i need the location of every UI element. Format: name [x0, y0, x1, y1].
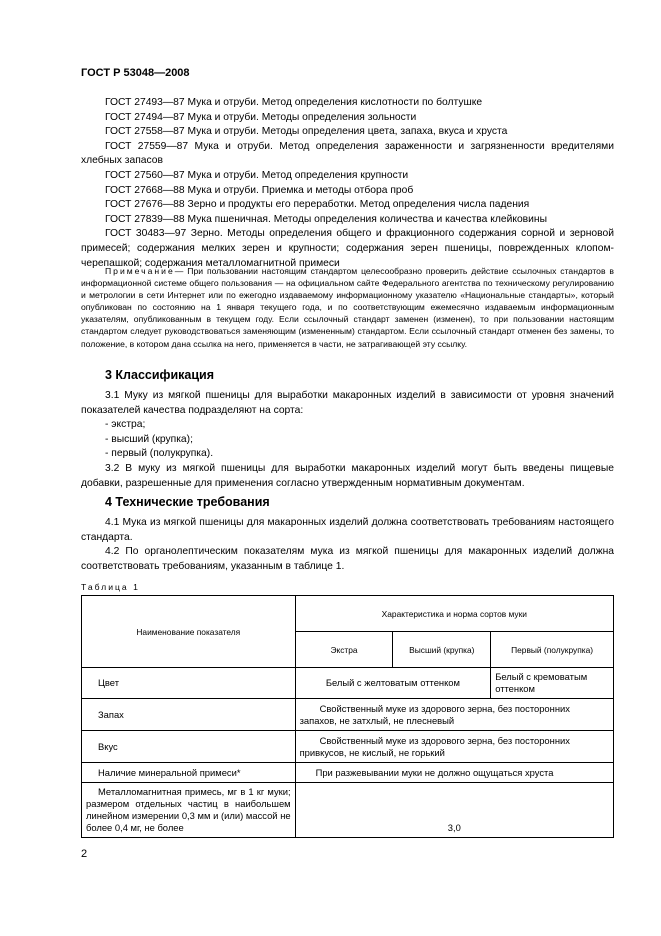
mineral-value: При разжевывании муки не должно ощущаться хруста [295, 763, 613, 783]
table-row [82, 783, 614, 838]
header-indicator: Наименование показателя [82, 596, 296, 668]
reference-item: ГОСТ 27558—87 Мука и отруби. Методы определения цвета, запаха, вкуса и хруста [105, 126, 508, 138]
normative-references-list [81, 96, 614, 271]
section-4-title: 4 Технические требования [105, 495, 270, 509]
section-3-title: 3 Классификация [105, 368, 215, 382]
paragraph-4-1: 4.1 Мука из мягкой пшеницы для макаронных изделий должна соответствовать требованиям настоящего стандарта. [81, 517, 614, 543]
row-name-smell: Запах [82, 699, 296, 731]
table-caption: Таблица 1 [81, 582, 140, 592]
reference-item: ГОСТ 27668—88 Мука и отруби. Приемка и методы отбора проб [105, 184, 414, 196]
note-text: — При пользовании настоящим стандартом целесообразно проверить действие ссылочных стандартов в информационной системе общего пользования — на официальном сайте Федерального агентства по техническому регулированию и метрологии в сети Интернет или по ежегодно издаваемому информационному указателю «Национальные стандарты», который опубликован по состоянию на 1 января текущего года, и по соответствующим ежемесячно издаваемым информационным указателям, опубликованным в текущем году. Если ссылочный стандарт заменен (изменен), то при пользовании настоящим стандартом следует руководствоваться заменяющим (измененным) стандартом. Если ссылочный стандарт отменен без замены, то положение, в котором дана ссылка на него, применяется в части, не затрагивающей эту ссылку. [81, 266, 614, 349]
grade-item: - первый (полукрупка). [105, 448, 214, 460]
color-extra-high: Белый с желтоватым оттенком [295, 668, 491, 699]
page-number: 2 [81, 848, 88, 860]
header-extra: Экстра [295, 632, 393, 668]
reference-item: ГОСТ 27559—87 Мука и отруби. Метод определения зараженности и загрязненности вредителями хлебных запасов [81, 140, 614, 167]
table-row [82, 699, 614, 731]
header-characteristics: Характеристика и норма сортов муки [295, 596, 613, 632]
section-3-body [81, 389, 614, 491]
row-name-metal: Металломагнитная примесь, мг в 1 кг муки; размером отдельных частиц в наибольшем линейном измерении 0,3 мм и (или) массой не более 0,4 мг, не более [82, 783, 296, 838]
reference-item: ГОСТ 27839—88 Мука пшеничная. Методы определения количества и качества клейковины [105, 213, 547, 225]
section-4-body [81, 516, 614, 574]
reference-item: ГОСТ 27493—87 Мука и отруби. Метод определения кислотности по болтушке [105, 97, 483, 108]
note-block [81, 265, 614, 350]
reference-item: ГОСТ 27560—87 Мука и отруби. Метод определения крупности [105, 169, 409, 181]
row-name-taste: Вкус [82, 731, 296, 763]
row-name-mineral: Наличие минеральной примеси* [82, 763, 296, 783]
paragraph-4-2: 4.2 По органолептическим показателям мука из мягкой пшеницы для макаронных изделий должна соответствовать требованиям, указанным в таблице 1. [81, 546, 614, 572]
color-first: Белый с кремоватым оттенком [491, 668, 614, 699]
smell-value: Свойственный муке из здорового зерна, без посторонних запахов, не затхлый, не плесневый [295, 699, 613, 731]
taste-value: Свойственный муке из здорового зерна, без посторонних привкусов, не кислый, не горький [295, 731, 613, 763]
reference-item: ГОСТ 27676—88 Зерно и продукты его переработки. Метод определения числа падения [105, 199, 530, 211]
document-header: ГОСТ Р 53048—2008 [81, 67, 190, 79]
reference-item: ГОСТ 30483—97 Зерно. Методы определения общего и фракционного содержания сорной и зерновой примесей; содержания мелких зерен и крупности; содержания зерен пшеницы, поврежденных клопом-черепашкой; содержания металломагнитной примеси [81, 228, 614, 269]
table-row [82, 668, 614, 699]
table-row [82, 731, 614, 763]
grade-item: - высший (крупка); [105, 433, 193, 445]
reference-item: ГОСТ 27494—87 Мука и отруби. Методы определения зольности [105, 111, 417, 123]
note-label: Примечание [105, 266, 175, 276]
paragraph-3-1: 3.1 Муку из мягкой пшеницы для выработки макаронных изделий в зависимости от уровня значений показателей качества подразделяют на сорта: [81, 390, 614, 416]
metal-value: 3,0 [295, 783, 613, 838]
paragraph-3-2: 3.2 В муку из мягкой пшеницы для выработки макаронных изделий могут быть введены пищевые добавки, разрешенные для применения согласно утвержденным нормативным документам. [81, 462, 614, 489]
row-name-color: Цвет [82, 668, 296, 699]
table-1 [81, 595, 614, 838]
grade-item: - экстра; [105, 419, 146, 431]
table-row [82, 763, 614, 783]
header-first: Первый (полукрупка) [491, 632, 614, 668]
header-high: Высший (крупка) [393, 632, 491, 668]
